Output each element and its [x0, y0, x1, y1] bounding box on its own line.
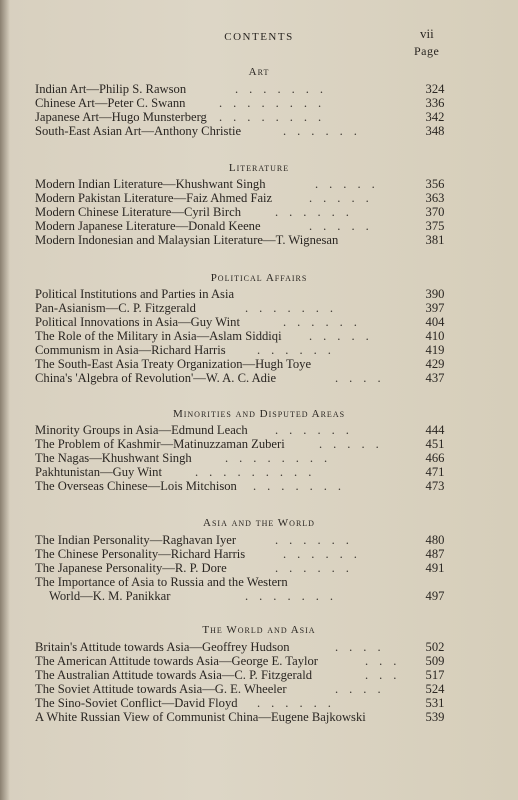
toc-entry[interactable]: World—K. M. Panikkar ....... 497	[49, 589, 445, 603]
toc-entry[interactable]: Pakhtunistan—Guy Wint ......... 471	[35, 465, 445, 479]
toc-entry[interactable]: Minority Groups in Asia—Edmund Leach ...... 444	[35, 423, 445, 437]
toc-entry[interactable]: The Nagas—Khushwant Singh ........ 466	[35, 451, 445, 465]
toc-entry[interactable]: The Australian Attitude towards Asia—C. P. Fitzgerald ... 517	[35, 668, 445, 682]
toc-entry[interactable]: Japanese Art—Hugo Munsterberg ........ 342	[35, 110, 445, 124]
toc-entry[interactable]: The Chinese Personality—Richard Harris ...... 487	[35, 547, 445, 561]
section-heading-the-world-and-asia: The World and Asia	[202, 624, 316, 636]
toc-entry[interactable]: The Japanese Personality—R. P. Dore ...... 491	[35, 561, 445, 575]
toc-entry[interactable]: The Overseas Chinese—Lois Mitchison ....... 473	[35, 479, 445, 493]
toc-entry[interactable]: Political Institutions and Parties in Asia 390	[35, 287, 445, 301]
toc-entry[interactable]: Modern Indonesian and Malaysian Literature—T. Wignesan 381	[35, 233, 445, 247]
page-title: CONTENTS	[224, 31, 294, 43]
toc-entry[interactable]: Modern Indian Literature—Khushwant Singh ..... 356	[35, 177, 445, 191]
toc-entry[interactable]: South-East Asian Art—Anthony Christie ...... 348	[35, 124, 445, 138]
page-number: vii	[420, 26, 434, 41]
section-heading-minorities: Minorities and Disputed Areas	[172, 408, 346, 420]
toc-entry[interactable]: The Problem of Kashmir—Matinuzzaman Zuberi ..... 451	[35, 437, 445, 451]
toc-entry[interactable]: The Sino-Soviet Conflict—David Floyd ...... 531	[35, 696, 445, 710]
toc-entry[interactable]: Pan-Asianism—C. P. Fitzgerald ....... 397	[35, 301, 445, 315]
toc-entry[interactable]: Modern Chinese Literature—Cyril Birch ...... 370	[35, 205, 445, 219]
section-heading-asia-and-the-world: Asia and the World	[203, 517, 315, 529]
page-column-label: Page	[414, 44, 440, 58]
toc-entry[interactable]: The Role of the Military in Asia—Aslam Siddiqi ..... 410	[35, 329, 445, 343]
toc-entry[interactable]: Britain's Attitude towards Asia—Geoffrey Hudson .... 502	[35, 640, 445, 654]
toc-entry[interactable]: Indian Art—Philip S. Rawson ....... 324	[35, 82, 445, 96]
toc-entry[interactable]: The Indian Personality—Raghavan Iyer ...... 480	[35, 533, 445, 547]
toc-entry[interactable]: Modern Pakistan Literature—Faiz Ahmed Faiz ..... 363	[35, 191, 445, 205]
toc-entry[interactable]: Chinese Art—Peter C. Swann ........ 336	[35, 96, 445, 110]
toc-entry[interactable]: The South-East Asia Treaty Organization—Hugh Toye 429	[35, 357, 445, 371]
toc-entry[interactable]: The Importance of Asia to Russia and the Western	[35, 575, 288, 589]
toc-entry[interactable]: Modern Japanese Literature—Donald Keene ..... 375	[35, 219, 445, 233]
section-heading-political-affairs: Political Affairs	[210, 272, 308, 284]
toc-entry[interactable]: The Soviet Attitude towards Asia—G. E. Wheeler .... 524	[35, 682, 445, 696]
toc-entry[interactable]: A White Russian View of Communist China—Eugene Bajkowski 539	[35, 710, 445, 724]
spine-shadow	[0, 0, 10, 800]
section-heading-literature: Literature	[228, 162, 290, 174]
toc-entry[interactable]: The American Attitude towards Asia—George E. Taylor ... 509	[35, 654, 445, 668]
toc-entry[interactable]: Communism in Asia—Richard Harris ...... 419	[35, 343, 445, 357]
section-heading-art: Art	[248, 66, 270, 78]
toc-entry[interactable]: Political Innovations in Asia—Guy Wint ...... 404	[35, 315, 445, 329]
toc-entry[interactable]: China's 'Algebra of Revolution'—W. A. C. Adie .... 437	[35, 371, 445, 385]
